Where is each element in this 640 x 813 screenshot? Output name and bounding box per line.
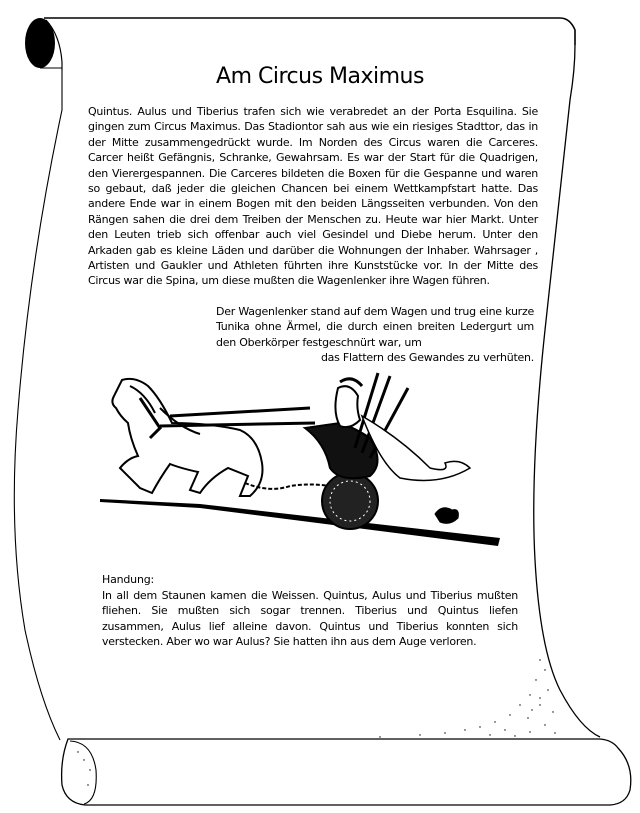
document-title: Am Circus Maximus <box>216 64 424 89</box>
horse-icon <box>112 379 262 496</box>
chariot-body <box>305 423 378 478</box>
shrub <box>435 508 458 524</box>
helmet-crest <box>340 379 362 386</box>
plot-heading: Handung: <box>102 573 154 586</box>
caption-paragraph <box>216 304 534 366</box>
main-paragraph: Quintus. Aulus und Tiberius trafen sich wie verabredet an der Porta Esquilina. Sie gingen zum Circus Maximus. Das Stadiontor sah aus wie ein riesiges Stadttor, das in der Mitte zusammengedrückt wurde. Im Norden des Circus waren die Carceres. Carcer heißt Gefängnis, Schranke, Gewahrsam. Es war der Start für die Quadrigen, den Vierergespannen. Die Carceres bildeten die Boxen für die Gespanne und waren so gebaut, daß jeder die gleichen Chancen bei einem Wettkampfstart hatte. Das andere Ende war in einem Bogen mit den beiden Längsseiten verbunden. Von den Rängen sahen die drei dem Treiben der Menschen zu. Heute war hier Markt. Unter den Leuten trieb sich offenbar auch viel Gesindel und Diebe herum. Unter den Arkaden gab es kleine Läden und darüber die Wohnungen der Inhaber. Wahrsager , Artisten und Gaukler und Athleten führten ihre Kunststücke vor. In der Mitte des Circus war die Spina, um diese mußten die Wagenlenker ihre Wagen führen. <box>88 105 538 288</box>
charioteer <box>335 386 360 427</box>
chariot-illustration <box>100 368 520 548</box>
plot-paragraph: In all dem Staunen kamen die Weissen. Quintus, Aulus und Tiberius mußten fliehen. Sie mußten sich sogar trennen. Tiberius und Quintus liefen zusammen, Aulus lief alleine davon. Quintus und Tiberius konnten sich verstecken. Aber wo war Aulus? Sie hatten ihn aus dem Auge verloren. <box>102 589 518 649</box>
scroll-bottom-roll <box>62 739 631 805</box>
caption-text: Der Wagenlenker stand auf dem Wagen und trug eine kurze Tunika ohne Ärmel, die durch einen breiten Ledergurt um den Oberkörper festgeschnürt war, um <box>216 305 534 349</box>
scroll-top-edge <box>44 18 575 45</box>
scroll-left-edge <box>14 70 62 740</box>
caption-last-line: das Flattern des Gewandes zu verhüten. <box>320 351 534 365</box>
flowing-cape <box>362 416 470 480</box>
scroll-right-edge <box>534 45 600 737</box>
